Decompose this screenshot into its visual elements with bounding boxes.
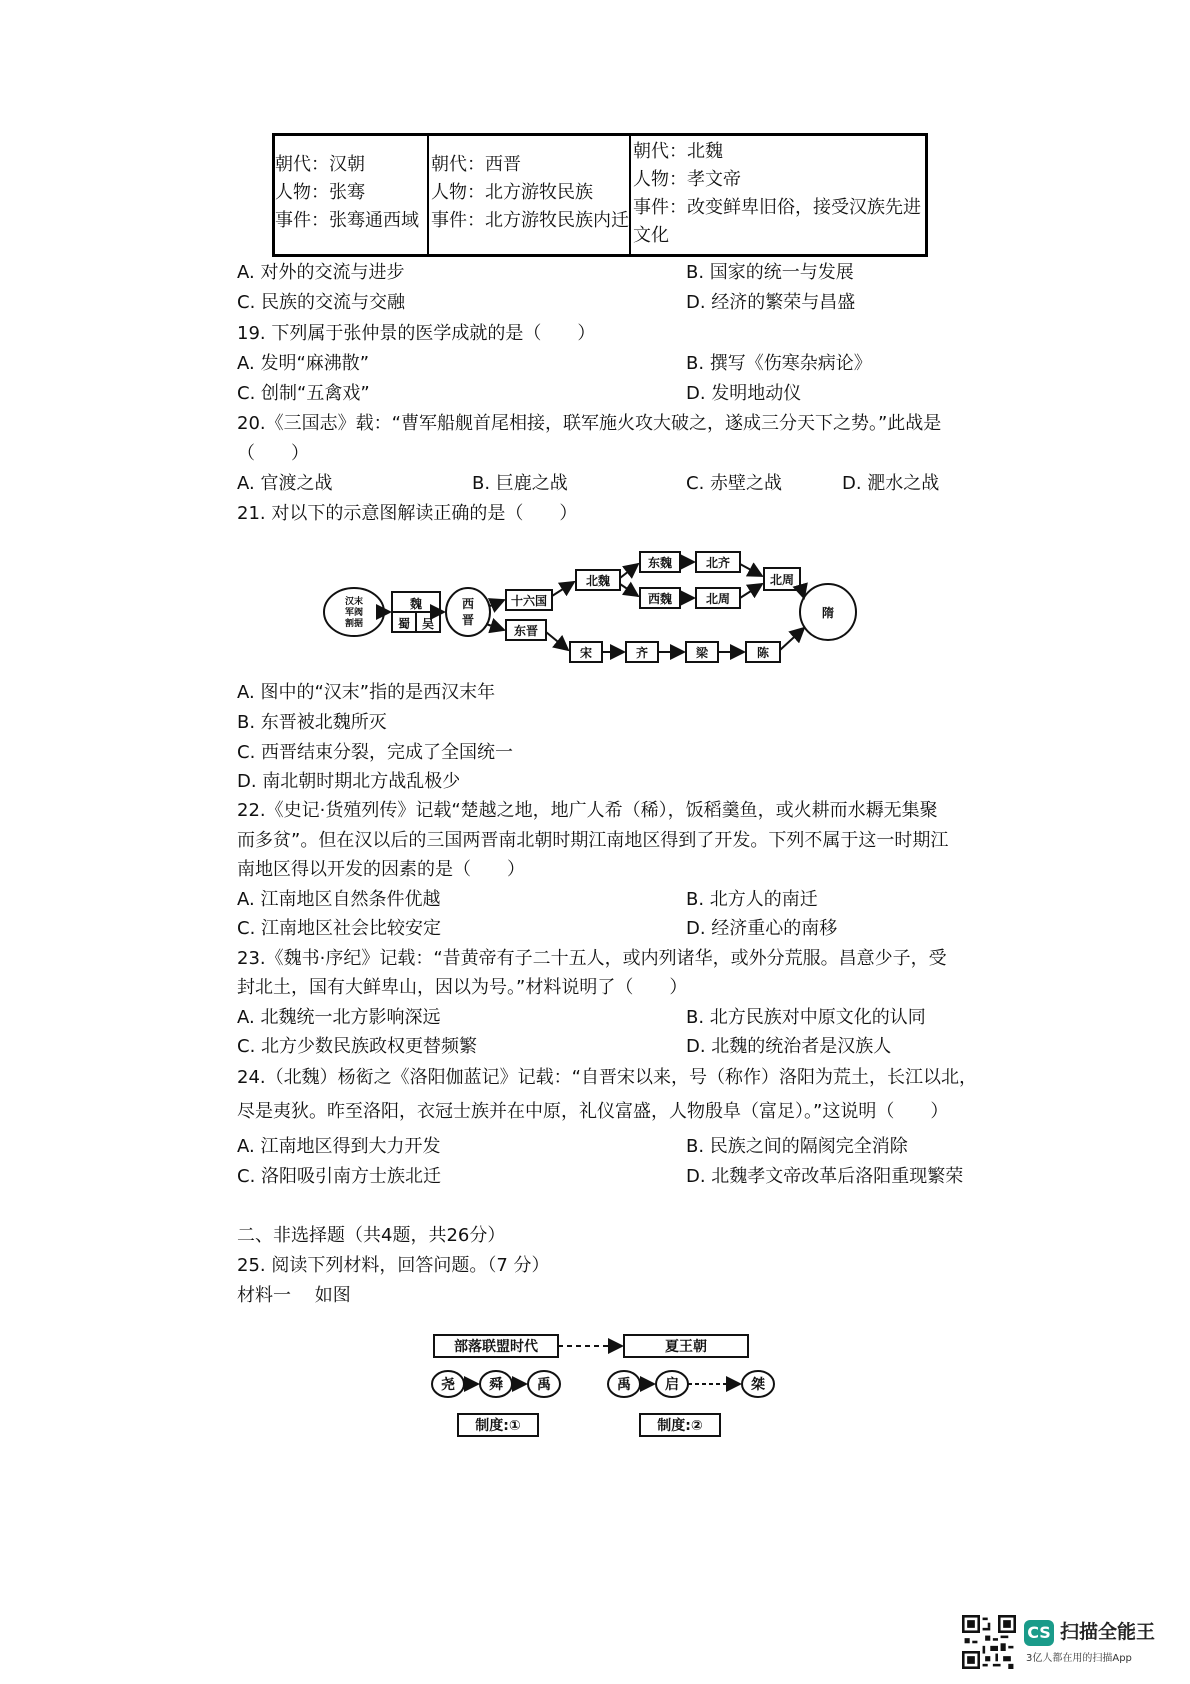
q24-stem-line-2: 尽是夷狄。昨至洛阳，衣冠士族并在中原，礼仪富盛，人物殷阜（富足）。”这说明（ ） bbox=[237, 1101, 949, 1122]
cs-logo-icon: CS bbox=[1024, 1620, 1054, 1646]
app-name: 扫描全能王 bbox=[1060, 1621, 1156, 1643]
q24-option-a: A. 江南地区得到大力开发 bbox=[237, 1136, 441, 1157]
q23-option-a: A. 北魏统一北方影响深远 bbox=[237, 1007, 441, 1028]
q24-option-d: D. 北魏孝文帝改革后洛阳重现繁荣 bbox=[686, 1166, 964, 1187]
sui-label: 隋 bbox=[821, 606, 835, 620]
q18-option-a: A. 对外的交流与进步 bbox=[237, 262, 405, 283]
start-label-3: 割据 bbox=[344, 619, 364, 629]
q19-option-c: C. 创制“五禽戏” bbox=[237, 383, 370, 404]
q23-option-d: D. 北魏的统治者是汉族人 bbox=[686, 1036, 892, 1057]
dongwei-label: 东魏 bbox=[647, 556, 673, 570]
table-cell-line: 事件：改变鲜卑旧俗，接受汉族先进 bbox=[633, 197, 921, 218]
q24-option-c: C. 洛阳吸引南方士族北迁 bbox=[237, 1166, 442, 1187]
beizhou-label-1: 北周 bbox=[705, 592, 731, 606]
table-cell-han bbox=[275, 136, 429, 254]
q24-option-b: B. 民族之间的隔阂完全消除 bbox=[686, 1136, 908, 1157]
q22-stem-line-3: 南地区得以开发的因素的是（ ） bbox=[237, 859, 525, 880]
qi-label: 启 bbox=[665, 1377, 679, 1393]
q20-stem-bracket: （ ） bbox=[237, 443, 309, 464]
q21-option-b: B. 东晋被北魏所灭 bbox=[237, 712, 387, 733]
q21-option-d: D. 南北朝时期北方战乱极少 bbox=[237, 771, 461, 792]
xijin-label-2: 晋 bbox=[461, 613, 475, 627]
q22-option-c: C. 江南地区社会比较安定 bbox=[237, 918, 442, 939]
app-slogan: 3亿人都在用的扫描App bbox=[1026, 1653, 1132, 1664]
yu-label-1: 禹 bbox=[537, 1377, 551, 1393]
wei-label: 魏 bbox=[409, 597, 423, 611]
q20-stem: 20.《三国志》载：“曹军船舰首尾相接，联军施火攻大破之，遂成三分天下之势。”此战是 bbox=[237, 413, 942, 434]
table-cell-line: 人物：北方游牧民族 bbox=[431, 182, 593, 203]
xijin-node bbox=[446, 588, 490, 636]
q18-option-d: D. 经济的繁荣与昌盛 bbox=[686, 292, 856, 313]
q20-option-c: C. 赤壁之战 bbox=[686, 473, 783, 494]
qi-label: 齐 bbox=[635, 646, 649, 660]
q21-option-c: C. 西晋结束分裂，完成了全国统一 bbox=[237, 742, 514, 763]
q24-stem-line-1: 24.（北魏）杨衒之《洛阳伽蓝记》记载：“自晋宋以来，号（称作）洛阳为荒土，长江以北， bbox=[237, 1067, 977, 1088]
q22-stem-line-2: 而多贫”。但在汉以后的三国两晋南北朝时期江南地区得到了开发。下列不属于这一时期江 bbox=[237, 830, 949, 851]
shun-label: 舜 bbox=[489, 1377, 503, 1393]
q19-stem: 19. 下列属于张仲景的医学成就的是（ ） bbox=[237, 323, 596, 344]
chen-label: 陈 bbox=[756, 646, 770, 660]
start-label-2: 军阀 bbox=[344, 608, 364, 618]
section-heading: 二、非选择题（共4题，共26分） bbox=[237, 1225, 506, 1246]
material-one-label: 材料一 如图 bbox=[237, 1285, 351, 1306]
system-label-1: 制度:① bbox=[475, 1418, 521, 1434]
start-label-1: 汉末 bbox=[344, 597, 364, 607]
xijin-label-1: 西 bbox=[461, 597, 475, 611]
table-cell-line: 朝代：西晋 bbox=[431, 154, 521, 175]
xiwei-label: 西魏 bbox=[647, 592, 673, 606]
table-cell-line: 事件：北方游牧民族内迁 bbox=[431, 210, 629, 231]
table-cell-line: 朝代：北魏 bbox=[633, 141, 723, 162]
xia-dynasty-label: 夏王朝 bbox=[665, 1339, 707, 1355]
system-label-2: 制度:② bbox=[657, 1418, 703, 1434]
table-cell-beiwei bbox=[631, 136, 925, 254]
table-cell-line: 人物：孝文帝 bbox=[633, 169, 741, 190]
xia-dynasty-diagram bbox=[428, 1332, 788, 1442]
jie-label: 桀 bbox=[751, 1377, 765, 1393]
q22-option-d: D. 经济重心的南移 bbox=[686, 918, 838, 939]
table-cell-line: 人物：张骞 bbox=[275, 182, 365, 203]
q20-option-d: D. 淝水之战 bbox=[842, 473, 940, 494]
liang-label: 梁 bbox=[695, 646, 709, 660]
q25-stem: 25. 阅读下列材料，回答问题。（7 分） bbox=[237, 1255, 550, 1276]
qr-code-icon bbox=[962, 1615, 1016, 1669]
q19-option-d: D. 发明地动仪 bbox=[686, 383, 802, 404]
sixteen-label: 十六国 bbox=[510, 594, 548, 608]
q18-option-b: B. 国家的统一与发展 bbox=[686, 262, 854, 283]
q22-stem-line-1: 22.《史记·货殖列传》记载“楚越之地，地广人希（稀），饭稻羹鱼，或火耕而水耨无集聚 bbox=[237, 800, 938, 821]
q21-stem: 21. 对以下的示意图解读正确的是（ ） bbox=[237, 503, 578, 524]
q21-option-a: A. 图中的“汉末”指的是西汉末年 bbox=[237, 682, 496, 703]
q23-option-c: C. 北方少数民族政权更替频繁 bbox=[237, 1036, 478, 1057]
dynasty-table bbox=[272, 133, 928, 257]
q22-option-b: B. 北方人的南迁 bbox=[686, 889, 818, 910]
dynasty-flow-diagram bbox=[320, 540, 880, 670]
q19-option-b: B. 撰写《伤寒杂病论》 bbox=[686, 353, 872, 374]
q19-option-a: A. 发明“麻沸散” bbox=[237, 353, 370, 374]
q22-option-a: A. 江南地区自然条件优越 bbox=[237, 889, 441, 910]
beiwei-label: 北魏 bbox=[585, 574, 611, 588]
dongjin-label: 东晋 bbox=[513, 624, 539, 638]
song-label: 宋 bbox=[579, 646, 593, 660]
table-cell-line: 文化 bbox=[633, 225, 669, 246]
wu-label: 吴 bbox=[421, 617, 435, 631]
yu-label-2: 禹 bbox=[617, 1377, 631, 1393]
yao-label: 尧 bbox=[441, 1377, 455, 1393]
tribal-alliance-label: 部落联盟时代 bbox=[454, 1339, 538, 1355]
table-cell-line: 事件：张骞通西域 bbox=[275, 210, 419, 231]
beiqi-label: 北齐 bbox=[705, 556, 731, 570]
q23-stem-line-2: 封北土，国有大鲜卑山，因以为号。”材料说明了（ ） bbox=[237, 977, 688, 998]
beizhou-label-2: 北周 bbox=[769, 573, 795, 587]
q23-option-b: B. 北方民族对中原文化的认同 bbox=[686, 1007, 926, 1028]
table-cell-line: 朝代：汉朝 bbox=[275, 154, 365, 175]
q18-option-c: C. 民族的交流与交融 bbox=[237, 292, 406, 313]
q20-option-b: B. 巨鹿之战 bbox=[472, 473, 568, 494]
table-cell-xijin bbox=[429, 136, 631, 254]
q20-option-a: A. 官渡之战 bbox=[237, 473, 333, 494]
shu-label: 蜀 bbox=[397, 617, 411, 631]
q23-stem-line-1: 23.《魏书·序纪》记载：“昔黄帝有子二十五人，或内列诸华，或外分荒服。昌意少子，受 bbox=[237, 948, 947, 969]
